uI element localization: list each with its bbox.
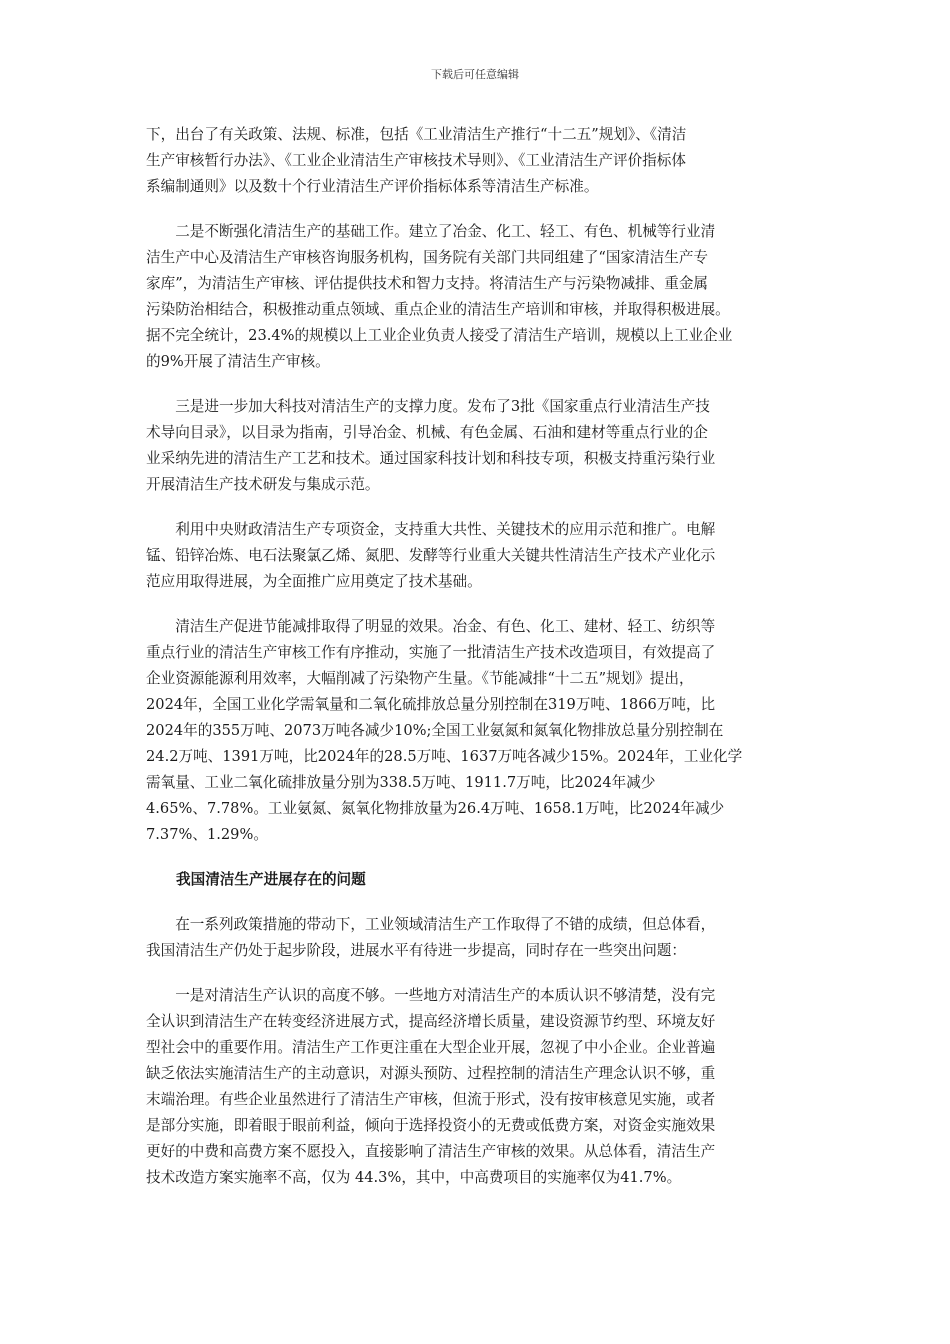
text-line: 缺乏依法实施清洁生产的主动意识，对源头预防、过程控制的清洁生产理念认识不够，重 bbox=[146, 1065, 716, 1082]
text-line: 全认识到清洁生产在转变经济进展方式，提高经济增长质量，建设资源节约型、环境友好 bbox=[146, 1013, 716, 1030]
text-line: 需氧量、工业二氧化硫排放量分别为338.5万吨、1911.7万吨，比2024年减少 bbox=[146, 774, 656, 791]
text-line: 生产审核暂行办法》、《工业企业清洁生产审核技术导则》、《工业清洁生产评价指标体 bbox=[146, 152, 686, 169]
paragraph-awareness-problem bbox=[146, 983, 808, 1191]
text-line: 末端治理。有些企业虽然进行了清洁生产审核，但流于形式，没有按审核意见实施，或者 bbox=[146, 1091, 716, 1108]
text-line: 洁生产中心及清洁生产审核咨询服务机构，国务院有关部门共同组建了“国家清洁生产专 bbox=[146, 249, 709, 266]
text-line: 型社会中的重要作用。清洁生产工作更注重在大型企业开展，忽视了中小企业。企业普遍 bbox=[146, 1039, 716, 1056]
text-line: 锰、铅锌冶炼、电石法聚氯乙烯、氮肥、发酵等行业重大关键共性清洁生产技术产业化示 bbox=[146, 547, 716, 564]
text-line: 家库”，为清洁生产审核、评估提供技术和智力支持。将清洁生产与污染物减排、重金属 bbox=[146, 275, 709, 292]
text-line: 三是进一步加大科技对清洁生产的支撑力度。发布了3批《国家重点行业清洁生产技 bbox=[146, 398, 710, 415]
text-line: 技术改造方案实施率不高，仅为 44.3%，其中，中高费项目的实施率仅为41.7%。 bbox=[146, 1169, 682, 1186]
text-line: 下，出台了有关政策、法规、标准，包括《工业清洁生产推行“十二五”规划》、《清洁 bbox=[146, 126, 687, 143]
text-line: 7.37%、1.29%。 bbox=[146, 826, 268, 843]
page-header: 下载后可任意编辑 bbox=[431, 68, 519, 81]
text-line: 4.65%、7.78%。工业氨氮、氮氧化物排放量为26.4万吨、1658.1万吨，比2024年减少 bbox=[146, 800, 725, 817]
text-line: 据不完全统计，23.4%的规模以上工业企业负责人接受了清洁生产培训，规模以上工业企业 bbox=[146, 327, 733, 344]
text-line: 二是不断强化清洁生产的基础工作。建立了冶金、化工、轻工、有色、机械等行业清 bbox=[146, 223, 716, 240]
paragraph-foundation-work bbox=[146, 219, 808, 375]
text-line: 更好的中费和高费方案不愿投入，直接影响了清洁生产审核的效果。从总体看，清洁生产 bbox=[146, 1143, 716, 1160]
text-line: 范应用取得进展，为全面推广应用奠定了技术基础。 bbox=[146, 573, 482, 590]
text-line: 我国清洁生产仍处于起步阶段，进展水平有待进一步提高，同时存在一些突出问题： bbox=[146, 942, 686, 959]
paragraph-problems-intro bbox=[146, 912, 808, 964]
text-line: 企业资源能源利用效率，大幅削减了污染物产生量。《节能减排“十二五”规划》提出， bbox=[146, 670, 694, 687]
paragraph-fiscal-funds bbox=[146, 517, 808, 595]
text-line: 术导向目录》，以目录为指南，引导冶金、机械、有色金属、石油和建材等重点行业的企 bbox=[146, 424, 708, 441]
paragraph-technology-support bbox=[146, 394, 808, 498]
text-line: 系编制通则》以及数十个行业清洁生产评价指标体系等清洁生产标准。 bbox=[146, 178, 599, 195]
text-line: 2024年的355万吨、2073万吨各减少10%;全国工业氨氮和氮氧化物排放总量分别控制在 bbox=[146, 722, 724, 739]
text-line: 重点行业的清洁生产审核工作有序推动，实施了一批清洁生产技术改造项目，有效提高了 bbox=[146, 644, 716, 661]
text-line: 是部分实施，即着眼于眼前利益，倾向于选择投资小的无费或低费方案，对资金实施效果 bbox=[146, 1117, 716, 1134]
text-line: 24.2万吨、1391万吨，比2024年的28.5万吨、1637万吨各减少15%。2024年，工业化学 bbox=[146, 748, 743, 765]
text-line: 在一系列政策措施的带动下，工业领域清洁生产工作取得了不错的成绩，但总体看， bbox=[146, 916, 716, 933]
text-line: 2024年，全国工业化学需氧量和二氧化硫排放总量分别控制在319万吨、1866万吨，比 bbox=[146, 696, 716, 713]
text-line: 开展清洁生产技术研发与集成示范。 bbox=[146, 476, 380, 493]
paragraph-emission-reduction bbox=[146, 614, 808, 848]
text-line: 利用中央财政清洁生产专项资金，支持重大共性、关键技术的应用示范和推广。电解 bbox=[146, 521, 716, 538]
text-line: 业采纳先进的清洁生产工艺和技术。通过国家科技计划和科技专项，积极支持重污染行业 bbox=[146, 450, 716, 467]
text-line: 的9%开展了清洁生产审核。 bbox=[146, 353, 330, 370]
text-line: 污染防治相结合，积极推动重点领域、重点企业的清洁生产培训和审核，并取得积极进展。 bbox=[146, 301, 730, 318]
text-line: 一是对清洁生产认识的高度不够。一些地方对清洁生产的本质认识不够清楚，没有完 bbox=[146, 987, 716, 1004]
document-body bbox=[146, 122, 808, 1191]
section-heading: 我国清洁生产进展存在的问题 bbox=[176, 871, 366, 888]
paragraph-standards bbox=[146, 122, 808, 200]
text-line: 清洁生产促进节能减排取得了明显的效果。冶金、有色、化工、建材、轻工、纺织等 bbox=[146, 618, 716, 635]
